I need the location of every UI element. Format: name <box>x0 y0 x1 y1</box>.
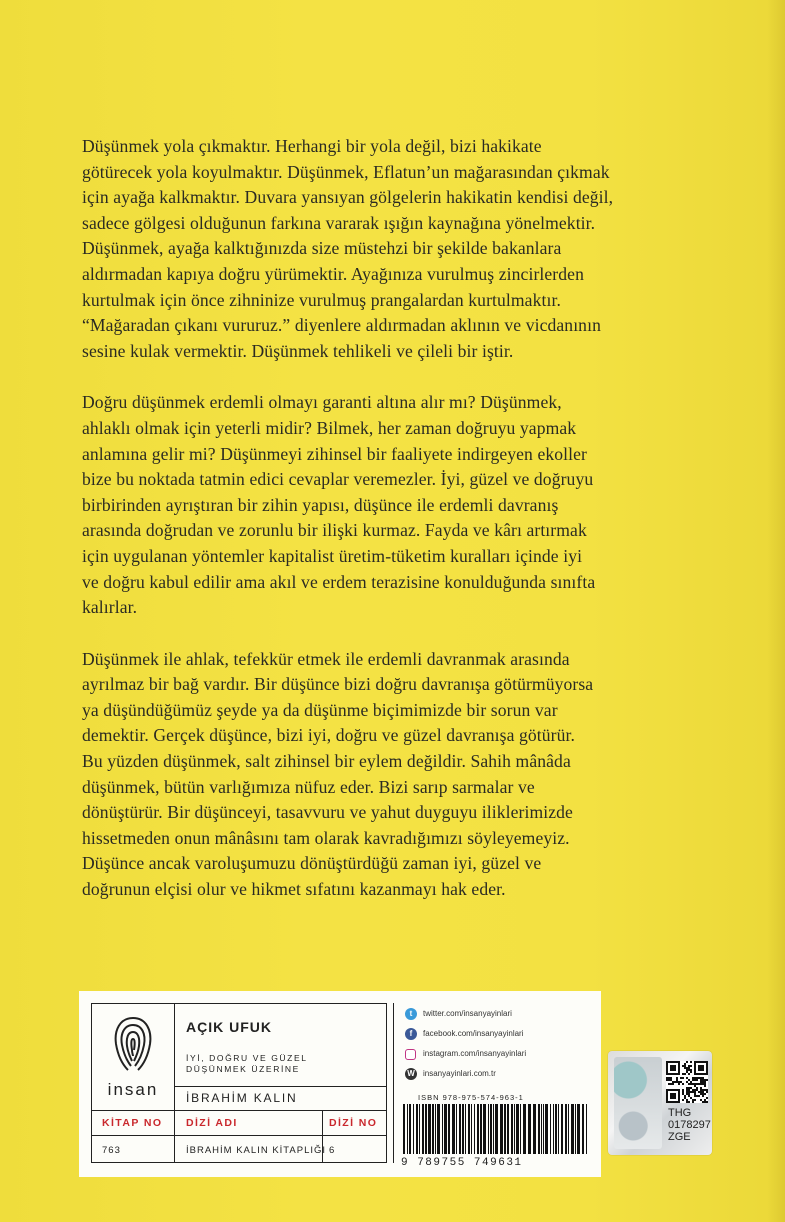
text-line: birbirinden ayrıştıran bir zihin yapısı, düşünce ile erdemli davranış <box>82 494 559 515</box>
text-line: için ayağa kalkmaktır. Duvara yansıyan gölgelerin hakikatin kendisi değil, <box>82 187 614 208</box>
text-line: Bu yüzden düşünmek, salt zihinsel bir eylem değildir. Sahih mânâda <box>82 751 571 772</box>
social-link-text: instagram.com/insanyayinlari <box>423 1049 527 1058</box>
table-header-series-name: DİZİ ADI <box>186 1117 238 1129</box>
text-line: arasında doğrudan ve zorunlu bir ilişki kurmaz. Fayda ve kârı artırmak <box>82 520 587 541</box>
table-divider <box>92 1135 386 1136</box>
text-line: ahlaklı olmak için yeterli midir? Bilmek, her zaman doğruyu yapmak <box>82 417 577 438</box>
text-line: ve doğru kabul edilir ama akıl ve erdem terazisine konulduğunda sınıfta <box>82 571 596 592</box>
publisher-logo-text: insan <box>107 1080 159 1099</box>
sticker-code-line: 0178297 <box>668 1119 711 1131</box>
text-line: Doğru düşünmek erdemli olmayı garanti altına alır mı? Düşünmek, <box>82 392 562 413</box>
table-divider <box>174 1111 175 1162</box>
text-line: Düşünce ancak varoluşumuzu dönüştürdüğü zaman iyi, güzel ve <box>82 853 542 874</box>
table-header-series-no: DİZİ NO <box>329 1117 378 1129</box>
social-link-text: insanyayinlari.com.tr <box>423 1069 496 1078</box>
text-line: bize bu noktada tatmin edici cevaplar veremezler. İyi, güzel ve doğruyu <box>82 469 594 490</box>
hologram-sticker <box>608 1051 712 1155</box>
book-info-panel <box>79 991 601 1177</box>
text-line: düşünmek, bütün varlığımıza nüfuz eder. Bizi sarıp sarmalar ve <box>82 776 535 797</box>
text-line: aldırmadan kapıya doğru yürümektir. Ayağınıza vurulmuş zincirlerden <box>82 263 584 284</box>
table-cell-series-no: 6 <box>329 1145 336 1156</box>
cover-edge-shadow <box>767 0 785 1222</box>
text-line: sesine kulak vermektir. Düşünmek tehlikeli ve çileli bir iştir. <box>82 340 514 361</box>
twitter-icon: t <box>405 1008 417 1020</box>
website-icon: W <box>405 1068 417 1080</box>
sticker-code-line: THG <box>668 1107 692 1119</box>
text-line: doğrunun elçisi olur ve hikmet sıfatını kazanmayı hak eder. <box>82 879 506 900</box>
divider <box>174 1086 386 1087</box>
social-link-text: twitter.com/insanyayinlari <box>423 1009 512 1018</box>
instagram-icon <box>405 1049 416 1060</box>
blurb-paragraph-3 <box>82 647 707 903</box>
sticker-code-line: ZGE <box>668 1131 691 1143</box>
publisher-logo <box>92 1004 175 1110</box>
author-name: İBRAHİM KALIN <box>186 1091 298 1105</box>
text-line: ayrılmaz bir bağ vardır. Bir düşünce bizi doğru davranışa götürmüyorsa <box>82 674 594 695</box>
text-line: kalırlar. <box>82 597 138 618</box>
subtitle-line: İYİ, DOĞRU VE GÜZEL <box>186 1053 308 1063</box>
text-line: ya düşündüğümüz şeyde ya da düşünme biçimimizde bir sorun var <box>82 699 558 720</box>
text-line: “Mağaradan çıkanı vururuz.” diyenlere aldırmadan aklının ve vicdanının <box>82 315 601 336</box>
social-link-text: facebook.com/insanyayinlari <box>423 1029 524 1038</box>
barcode-icon <box>401 1104 591 1156</box>
text-line: Düşünmek, ayağa kalktığınızda size müstehzi bir şekilde bakanlara <box>82 238 562 259</box>
blurb-paragraph-1 <box>82 134 707 364</box>
text-line: Düşünmek yola çıkmaktır. Herhangi bir yola değil, bizi hakikate <box>82 136 542 156</box>
title-box <box>91 1003 387 1111</box>
blurb-text <box>82 134 707 929</box>
text-line: Düşünmek ile ahlak, tefekkür etmek ile erdemli davranmak arasında <box>82 648 570 669</box>
text-line: dönüştürür. Bir düşünceyi, tasavvuru ve yahut duyguyu iliklerimizde <box>82 802 573 823</box>
text-line: anlamına gelir mi? Düşünmeyi zihinsel bir faaliyete indirgeyen ekoller <box>82 443 588 464</box>
facebook-icon: f <box>405 1028 417 1040</box>
table-cell-book-no: 763 <box>102 1145 121 1156</box>
series-table <box>91 1111 387 1163</box>
qr-code-icon <box>666 1061 708 1103</box>
text-line: götürecek yola koyulmaktır. Düşünmek, Eflatun’un mağarasından çıkmak <box>82 161 610 182</box>
blurb-paragraph-2 <box>82 390 707 620</box>
book-title: AÇIK UFUK <box>186 1019 272 1035</box>
book-subtitle <box>186 1053 308 1075</box>
text-line: sadece gölgesi olduğunun farkına vararak ışığın kaynağına yönelmektir. <box>82 212 596 233</box>
text-line: demektir. Gerçek düşünce, bizi iyi, doğru ve güzel davranışa götürür. <box>82 725 576 746</box>
table-header-book-no: KİTAP NO <box>102 1117 163 1129</box>
subtitle-line: DÜŞÜNMEK ÜZERİNE <box>186 1064 300 1074</box>
hologram-icon <box>614 1057 662 1149</box>
text-line: için uygulanan yöntemler kapitalist üretim-tüketim kuralları içinde iyi <box>82 545 583 566</box>
text-line: hissetmeden onun mânâsını tam olarak kavradığımızı söyleyemeyiz. <box>82 827 570 848</box>
barcode-number: 9 789755 749631 <box>401 1157 523 1169</box>
isbn-text: ISBN 978-975-574-963-1 <box>418 1093 524 1102</box>
text-line: kurtulmak için önce zihninize vurulmuş prangalardan kurtulmaktır. <box>82 289 561 310</box>
sticker-code <box>668 1107 711 1143</box>
panel-divider <box>393 1003 394 1163</box>
fingerprint-icon <box>110 1014 156 1076</box>
table-cell-series-name: İBRAHİM KALIN KİTAPLIĞI <box>186 1145 327 1156</box>
